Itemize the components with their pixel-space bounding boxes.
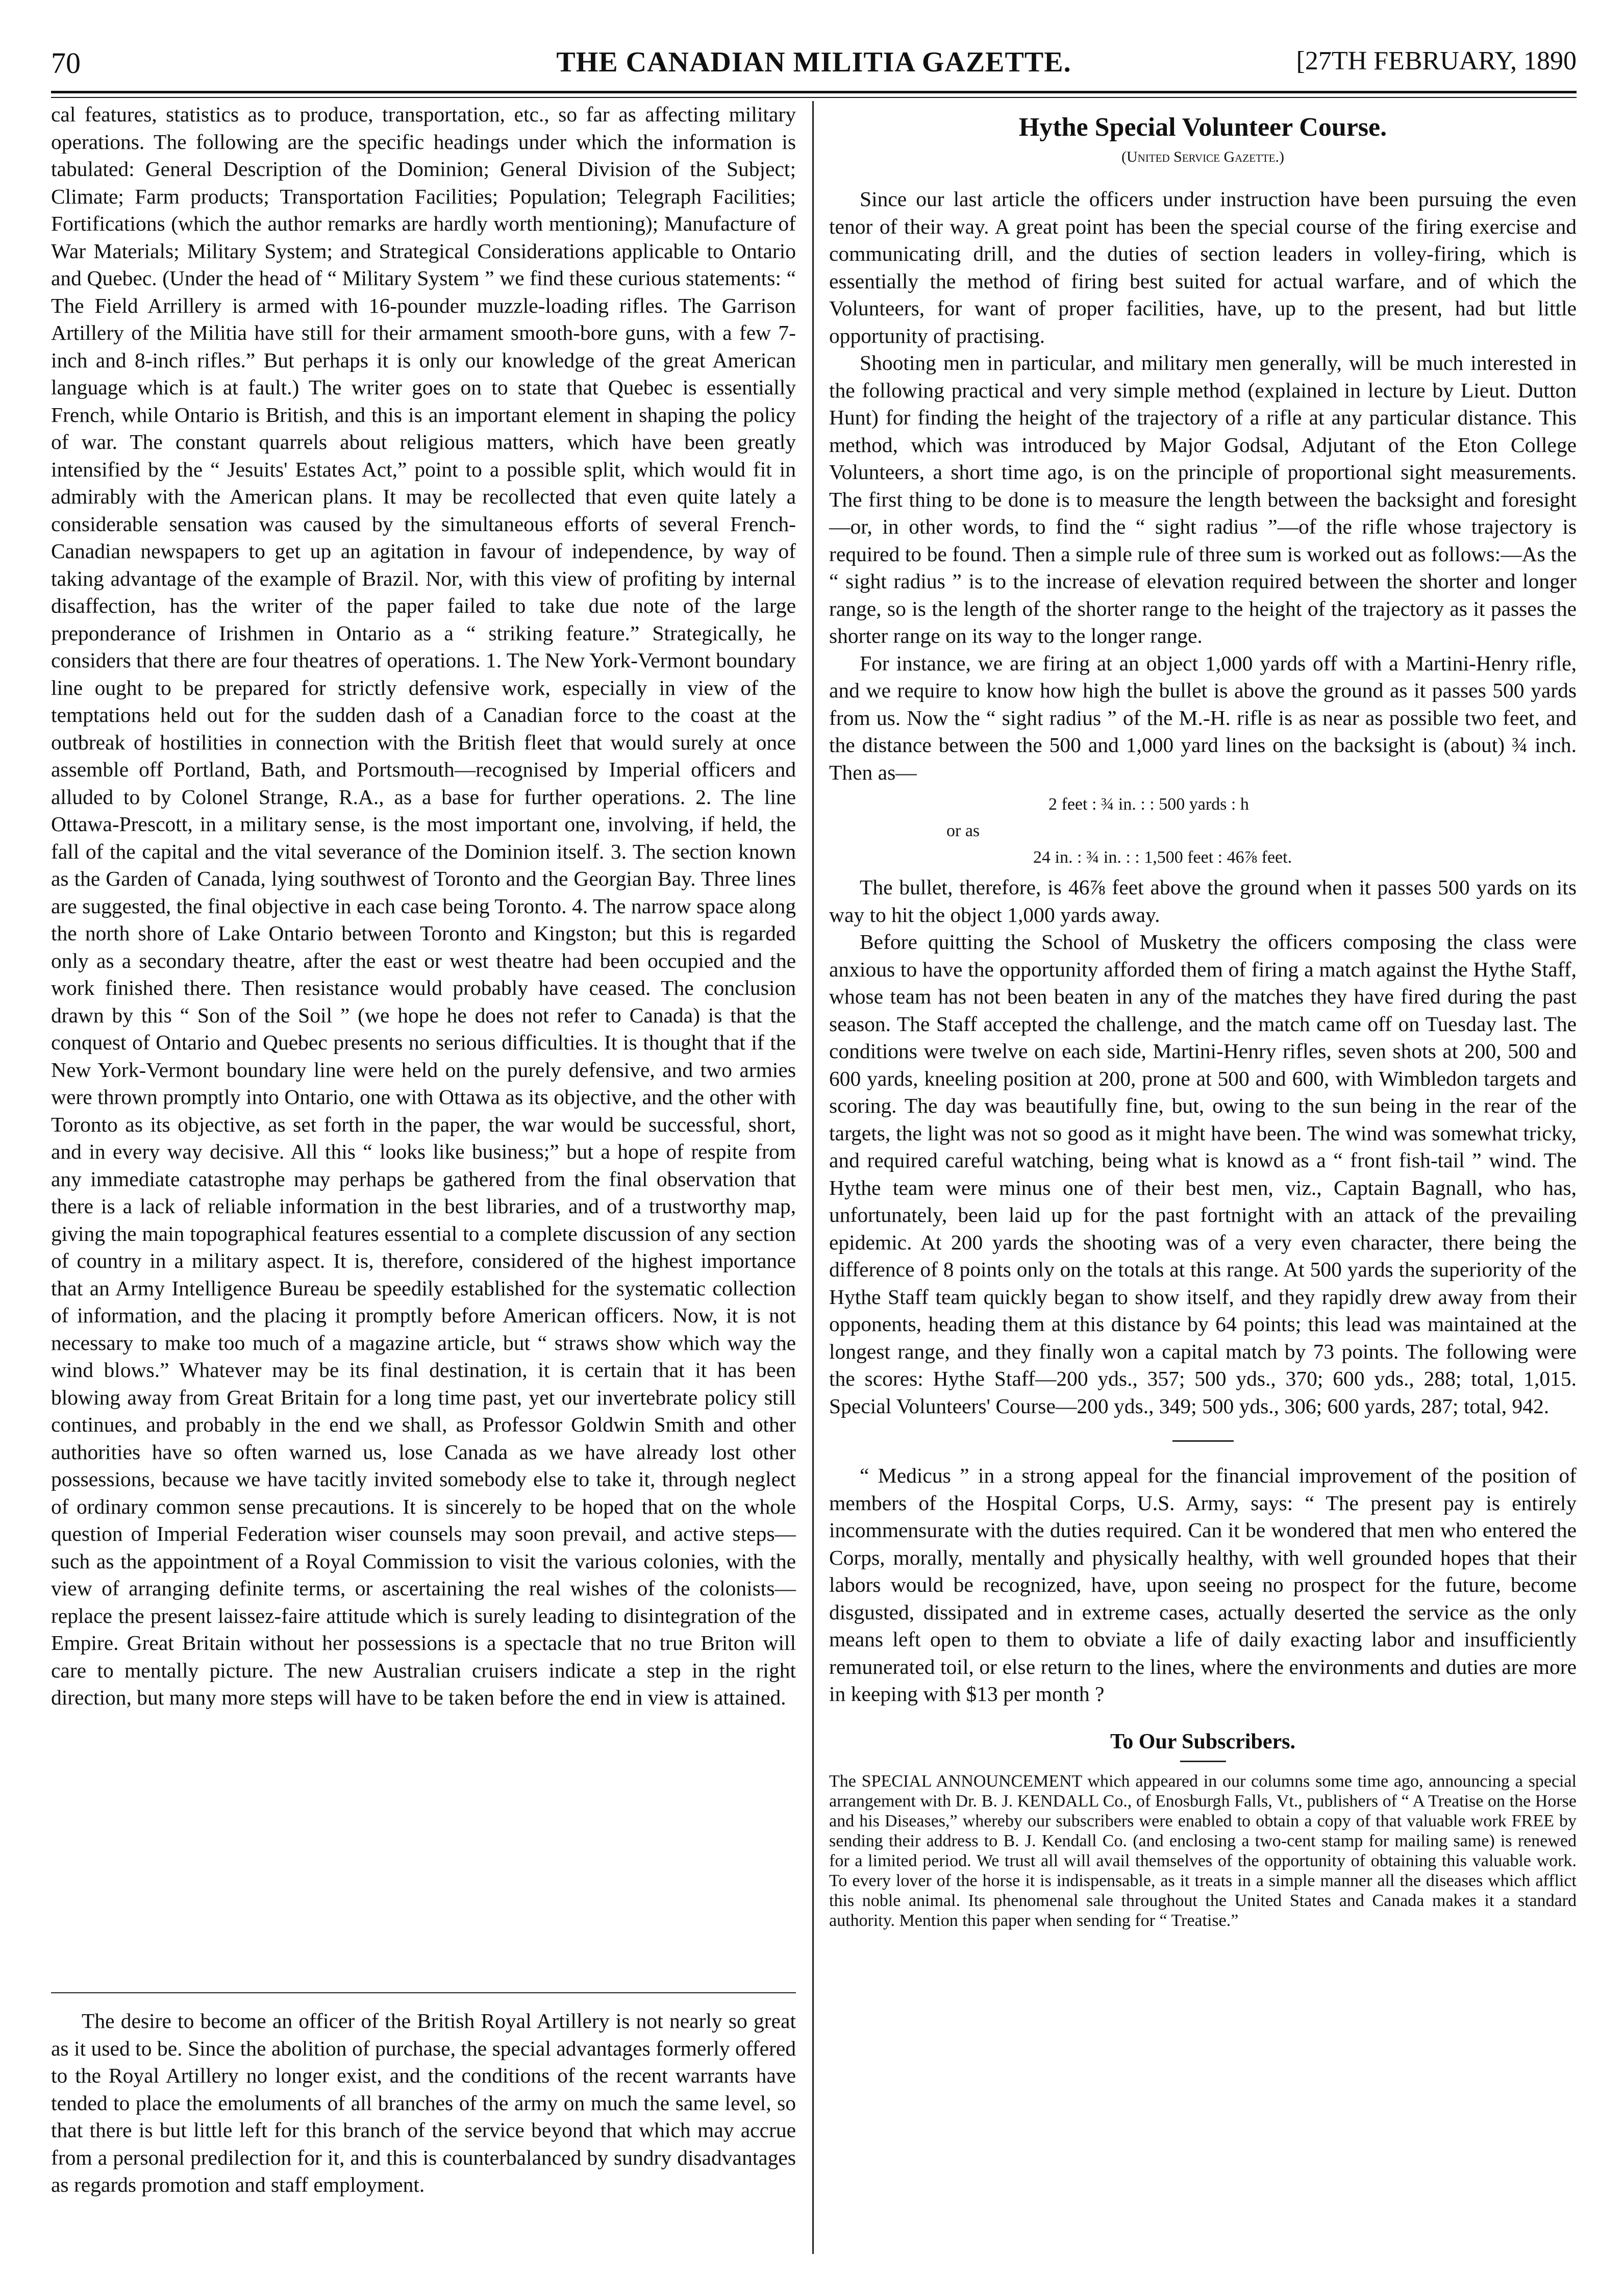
right-column [829,101,1577,1931]
left-column [51,101,796,1712]
medicus-paragraph: “ Medicus ” in a strong appeal for the financial improvement of the position of members of the Hospital Corps, U.S. Army, says: “ The present pay is entirely incommensurate with the duties required. Can it be wondered that men who entered the Corps, morally, mentally and physically healthy, with well grounded hopes that their labors would be recognized, have, upon seeing no prospect for the future, become disgusted, dissipated and in extreme cases, actually deserted the service as the only means left open to them to obviate a life of daily exacting labor and insufficiently remunerated toil, or else return to the lines, where the environments and duties are more in keeping with $13 per month ? [829,1464,1577,1706]
subscribers-notice: The SPECIAL ANNOUNCEMENT which appeared in our columns some time ago, announcing a special arrangement with Dr. B. J. KENDALL Co., of Enosburgh Falls, Vt., publishers of “ A Treatise on the Horse and his Diseases,” whereby our subscribers were enabled to obtain a copy of that valuable work FREE by sending their address to B. J. Kendall Co. (and enclosing a two-cent stamp for mailing same) is renewed for a limited period. We trust all will avail themselves of the opportunity of obtaining this valuable work. To every lover of the horse it is indispensable, as it treats in a simple manner all the diseases which afflict this noble animal. Its phenomenal sale throughout the United States and Canada makes it a standard authority. Mention this paper when sending for “ Treatise.” [829,1772,1577,1930]
calc-line-2: 24 in. : ¾ in. : : 1,500 feet : 46⅞ feet. [1033,848,1292,867]
trajectory-calculation [829,791,1577,871]
hythe-paragraph-4: The bullet, therefore, is 46⅞ feet above the ground when it passes 500 yards on its way to hit the object 1,000 yards away. [829,875,1577,926]
calc-line-1: 2 feet : ¾ in. : : 500 yards : h [1048,795,1249,814]
calc-or: or as [946,821,980,840]
subscribers-title: To Our Subscribers. [1110,1730,1295,1753]
hythe-paragraph-5: Before quitting the School of Musketry the officers composing the class were anxious to have the opportunity afforded them of firing a match against the Hythe Staff, whose team has not been beaten in any of the matches they have fired during the past season. The Staff accepted the challenge, and the match came off on Tuesday last. The conditions were twelve on each side, Martini-Henry rifles, seven shots at 200, 500 and 600 yards, kneeling position at 200, prone at 500 and 600, with Wimbledon targets and scoring. The day was beautifully fine, but, owing to the sun being in the rear of the targets, the light was not so good as it might have been. The wind was somewhat tricky, and required careful watching, being what is knowd as a “ front fish-tail ” wind. The Hythe team were minus one of their best men, viz., Captain Bagnall, who has, unfortunately, been laid up for the past fortnight with an attack of the prevailing epidemic. At 200 yards the shooting was of a very even character, there being the difference of 8 points only on the totals at this range. At 500 yards the superiority of the Hythe Staff team quickly began to show itself, and they rapidly drew away from their opponents, heading them at this distance by 64 points; this lead was maintained at the longest range, and they finally won a capital match by 73 points. The following were the scores: Hythe Staff—200 yds., 357; 500 yds., 370; 600 yds., 288; total, 1,015. Special Volunteers' Course—200 yds., 349; 500 yds., 306; 600 yards, 287; total, 942. [829,930,1577,1418]
subscribers-rule [1180,1761,1226,1762]
hythe-paragraph-3: For instance, we are firing at an object 1,000 yards off with a Martini-Henry rifle, and we require to know how high the bullet is above the ground as it passes 500 yards from us. Now the “ sight radius ” of the M.-H. rifle is as near as possible two feet, and the distance between the 500 and 1,000 yard lines on the backsight is (about) ¾ inch. Then as— [829,651,1577,784]
left-column-lower [51,2008,796,2199]
column-divider [812,101,814,2254]
left-article-continuation: cal features, statistics as to produce, transportation, etc., so far as affecting military operations. The following are the specific headings under which the information is tabulated: General Description of the Dominion; General Division of the Subject; Climate; Farm products; Transportation Facilities; Population; Telegraph Facilities; Fortifications (which the author remarks are hardly worth mentioning); Manufacture of War Materials; Military System; and Strategical Considerations applicable to Ontario and Quebec. (Under the head of “ Military System ” we find these curious statements: “ The Field Arrillery is armed with 16-pounder muzzle-loading rifles. The Garrison Artillery of the Militia have still for their armament smooth-bore guns, with a few 7-inch and 8-inch rifles.” But perhaps it is only our knowledge of the great American language which is at fault.) The writer goes on to state that Quebec is essentially French, while Ontario is British, and this is an important element in shaping the policy of war. The constant quarrels about religious matters, which have been greatly intensified by the “ Jesuits' Estates Act,” point to a possible split, which would fit in admirably with the American plans. It may be recollected that even quite lately a considerable sensation was caused by the simultaneous efforts of several French-Canadian newspapers to get up an agitation in favour of independence, by way of taking advantage of the example of Brazil. Nor, with this view of profiting by internal disaffection, has the writer of the paper failed to take due note of the large preponderance of Irishmen in Ontario as a “ striking feature.” Strategically, he considers that there are four theatres of operations. 1. The New York-Vermont boundary line ought to be prepared for strictly defensive work, especially in view of the temptations held out for the sudden dash of a Canadian force to the coast at the outbreak of hostilities in connection with the British fleet that would surely at once assemble off Portland, Bath, and Portsmouth—recognised by Imperial officers and alluded to by Colonel Strange, R.A., as a base for further operations. 2. The line Ottawa-Prescott, in a military sense, is the most important one, involving, if held, the fall of the capital and the vital severance of the Dominion itself. 3. The section known as the Garden of Canada, lying southwest of Toronto and the Georgian Bay. Three lines are suggested, the final objective in each case being Toronto. 4. The narrow space along the north shore of Lake Ontario between Toronto and Kingston; but this is regarded only as a secondary theatre, after the east or west theatre had been occupied and the work finished there. Then resistance would probably have ceased. The conclusion drawn by this “ Son of the Soil ” (we hope he does not refer to Canada) is that the conquest of Ontario and Quebec presents no serious difficulties. It is thought that if the New York-Vermont boundary line were held on the purely defensive, and two armies were thrown promptly into Ontario, one with Ottawa as its objective, and the other with Toronto as its objective, as set forth in the paper, the war would be successful, short, and in every way decisive. All this “ looks like business;” but a hope of respite from any immediate catastrophe may perhaps be gathered from the final observation that there is a lack of reliable information in the best libraries, and of a trustworthy map, giving the main topographical features essential to a complete discussion of any section of country in a military aspect. It is, therefore, considered of the highest importance that an Army Intelligence Bureau be speedily established for the systematic collection of information, and the placing it promptly before American officers. Now, it is not necessary to make too much of a magazine article, but “ straws show which way the wind blows.” Whatever may be its final destination, it is certain that it has been blowing away from Great Britain for a long time past, yet our invertebrate policy still continues, and probably in the end we shall, as Professor Goldwin Smith and other authorities have so often warned us, lose Canada as we have already lost other possessions, because we have tacitly invited somebody else to take it, through neglect of ordinary common sense precautions. It is sincerely to be hoped that on the whole question of Imperial Federation wiser counsels may soon prevail, and active steps—such as the appointment of a Royal Commission to visit the various colonies, with the view of arranging definite terms, or ascertaining the real wishes of the colonists—replace the present laissez-faire attitude which is surely leading to disintegration of the Empire. Great Britain without her possessions is a spectacle that no true Briton will care to mentally picture. The new Australian cruisers indicate a step in the right direction, but many more steps will have to be taken before the end in view is attained. [51,103,796,1709]
header-rule-thin [51,97,1577,98]
royal-artillery-paragraph: The desire to become an officer of the British Royal Artillery is not nearly so great as it used to be. Since the abolition of purchase, the special advantages formerly offered to the Royal Artillery no longer exist, and the conditions of the recent warrants have tended to place the emoluments of all branches of the army on much the same level, so that there is but little left for this branch of the service beyond that which may accrue from a personal predilection for it, and this is counterbalanced by sundry disadvantages as regards promotion and staff employment. [51,2009,796,2196]
header-rule [51,91,1577,93]
page-header [51,46,1577,82]
left-separator [51,1992,796,1993]
gazette-title: THE CANADIAN MILITIA GAZETTE. [556,46,1071,78]
hythe-article-source: (United Service Gazette.) [1121,148,1284,165]
issue-date: [27TH FEBRUARY, 1890 [1296,46,1577,76]
hythe-paragraph-2: Shooting men in particular, and military men generally, will be much interested in the following practical and very simple method (explained in lecture by Lieut. Dutton Hunt) for finding the height of the trajectory of a rifle at any particular distance. This method, which was introduced by Major Godsal, Adjutant of the Eton College Volunteers, a short time ago, is on the principle of proportional sight measurements. The first thing to be done is to measure the length between the backsight and foresight—or, in other words, to find the “ sight radius ”—of the rifle whose trajectory is required to be found. Then a simple rule of three sum is worked out as follows:—As the “ sight radius ” is to the increase of elevation required between the shorter and longer range, so is the length of the shorter range to the height of the trajectory as it passes the shorter range on its way to the longer range. [829,351,1577,647]
hythe-article-title: Hythe Special Volunteer Course. [1018,113,1387,142]
page-number: 70 [51,46,81,80]
article-separator [1172,1440,1234,1442]
hythe-paragraph-1: Since our last article the officers under instruction have been pursuing the even tenor of their way. A great point has been the special course of the firing exercise and communicating drill, and the duties of section leaders in volley-firing, which is essentially the method of firing best suited for actual warfare, and of which the Volunteers, for want of proper facilities, have, up to the present, had but little opportunity of practising. [829,187,1577,347]
